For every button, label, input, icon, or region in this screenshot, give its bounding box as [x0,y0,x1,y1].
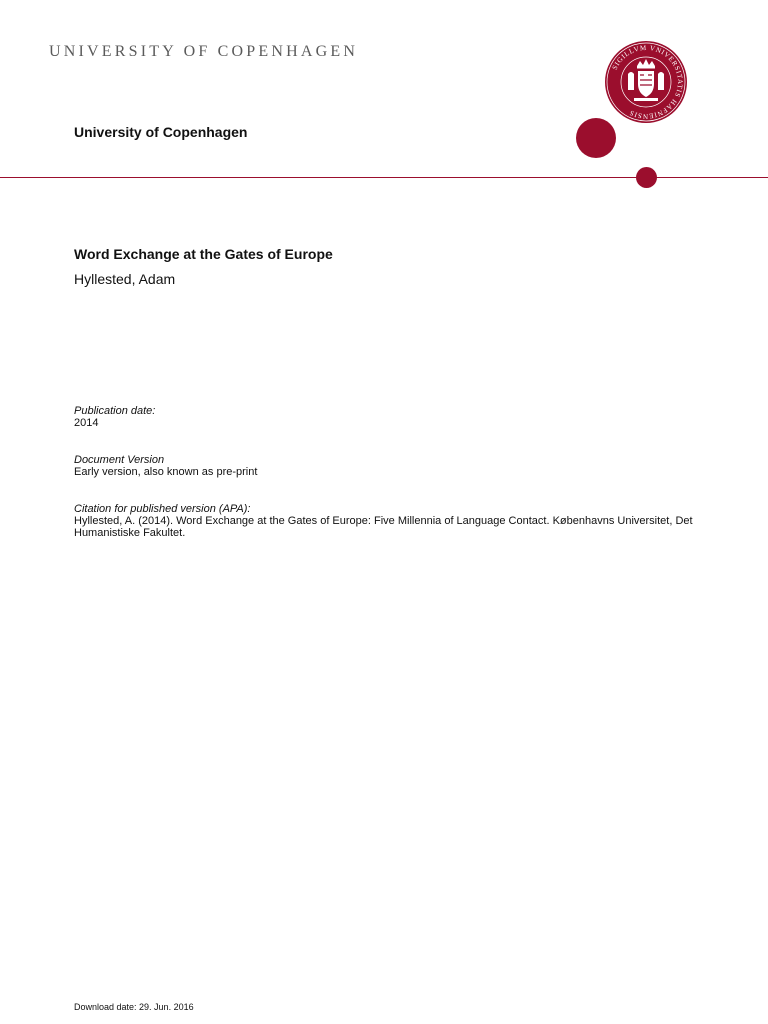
publication-date-block [74,405,724,429]
decorative-dot-large-icon [576,118,616,158]
download-date: Download date: 29. Jun. 2016 [74,1002,194,1012]
document-version-value: Early version, also known as pre-print [74,466,258,478]
citation-value: Hyllested, A. (2014). Word Exchange at the Gates of Europe: Five Millennia of Language Contact. Københavns Universitet, Det Humanistiske Fakultet. [74,515,693,539]
university-wordmark: UNIVERSITY OF COPENHAGEN [49,43,359,60]
publication-date-value: 2014 [74,417,99,429]
institution-name: University of Copenhagen [74,124,248,140]
document-title: Word Exchange at the Gates of Europe [74,246,333,262]
document-version-label: Document Version [74,454,165,466]
document-version-block [74,454,724,478]
seal-text: SIGILLVM VNIVERSITATIS HAFNIENSIS [610,43,685,121]
decorative-dot-small-icon [636,167,657,188]
citation-label: Citation for published version (APA): [74,503,251,515]
document-author: Hyllested, Adam [74,271,176,287]
citation-block [74,503,724,539]
university-seal-icon [604,40,688,124]
publication-date-label: Publication date: [74,405,156,417]
